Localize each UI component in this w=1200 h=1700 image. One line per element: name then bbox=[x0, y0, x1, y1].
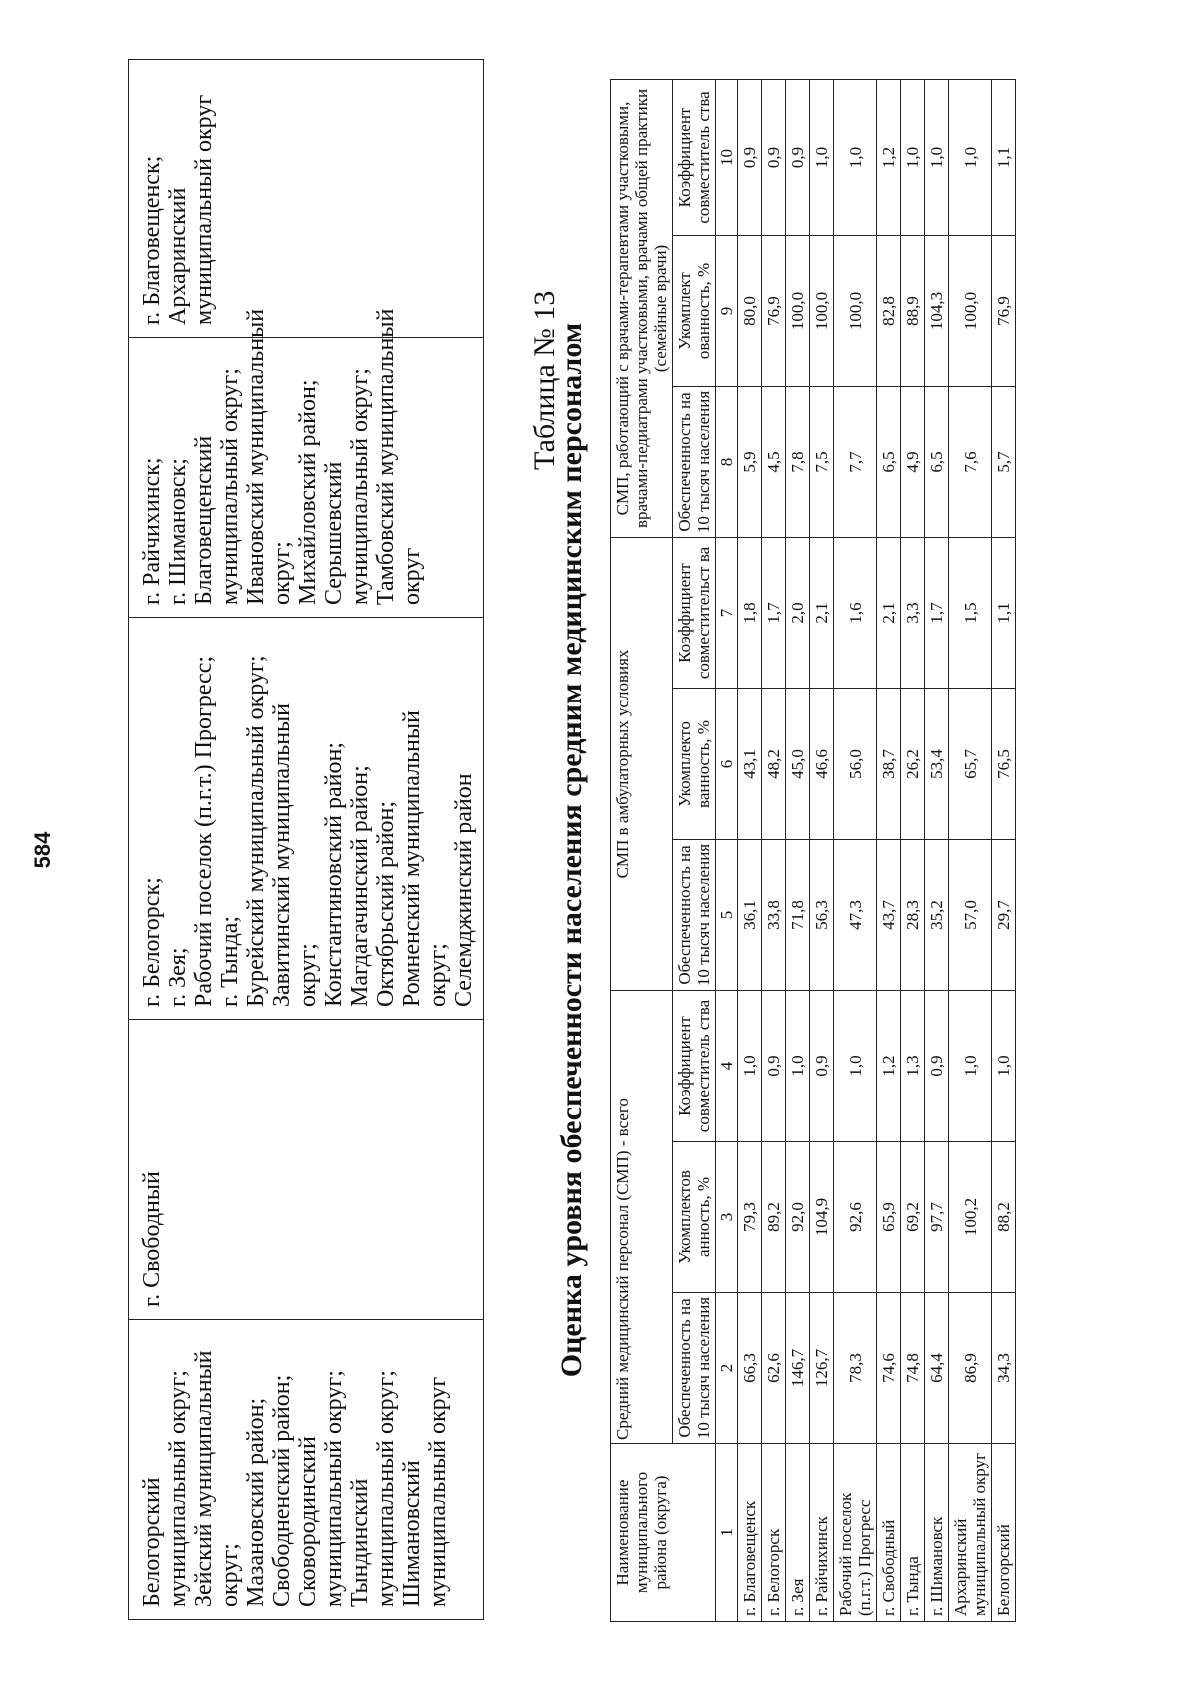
upper-table-line: Октябрьский район; bbox=[373, 800, 399, 1007]
row-name: Архаринский муниципальный округ bbox=[949, 1444, 992, 1622]
table-cell: 0,9 bbox=[738, 79, 762, 235]
subcolumn-header: Обеспеченность на 10 тысяч населения bbox=[673, 386, 716, 537]
upper-table-line: Тындинский bbox=[347, 1478, 373, 1607]
table-cell: 79,3 bbox=[738, 1142, 762, 1293]
table-cell: 7,7 bbox=[834, 386, 877, 537]
table-cell: 4,9 bbox=[901, 386, 925, 537]
upper-table-line: г. Райчихинск; bbox=[139, 457, 165, 605]
table-title: Оценка уровня обеспеченности населения средним медицинским персоналом bbox=[555, 322, 588, 1378]
row-name: г. Белогорск bbox=[762, 1444, 786, 1622]
group-header: СМП в амбулаторных условиях bbox=[611, 537, 673, 990]
table-cell: 38,7 bbox=[877, 689, 901, 840]
table-cell: 3,3 bbox=[901, 537, 925, 688]
upper-table bbox=[128, 59, 484, 1620]
subcolumn-header: Укомплект ованность, % bbox=[673, 235, 716, 386]
table-cell: 78,3 bbox=[834, 1293, 877, 1444]
upper-table-line: Свободненский район; bbox=[269, 1374, 295, 1607]
upper-table-line: округ; bbox=[295, 943, 321, 1007]
column-number: 6 bbox=[716, 689, 738, 840]
column-number: 9 bbox=[716, 235, 738, 386]
table-cell: 0,9 bbox=[925, 991, 949, 1142]
table-row bbox=[786, 79, 810, 1621]
table-cell: 82,8 bbox=[877, 235, 901, 386]
upper-table-line: муниципальный округ; bbox=[347, 368, 373, 605]
subcolumn-header: Обеспеченность на 10 тысяч населения bbox=[673, 1293, 716, 1444]
upper-table-line: муниципальный округ; bbox=[373, 1370, 399, 1607]
table-cell: 100,0 bbox=[810, 235, 834, 386]
upper-table-line: Сковородинский bbox=[295, 1436, 321, 1607]
table-row bbox=[925, 79, 949, 1621]
table-cell: 1,6 bbox=[834, 537, 877, 688]
column-number: 4 bbox=[716, 991, 738, 1142]
table-cell: 2,1 bbox=[877, 537, 901, 688]
upper-table-line: Шимановский bbox=[399, 1460, 425, 1607]
table-cell: 62,6 bbox=[762, 1293, 786, 1444]
table-cell: 100,0 bbox=[834, 235, 877, 386]
page-number: 584 bbox=[30, 831, 55, 869]
table-cell: 1,7 bbox=[925, 537, 949, 688]
subcolumn-header: Укомплекто ванность, % bbox=[673, 689, 716, 840]
table-cell: 1,0 bbox=[786, 991, 810, 1142]
table-cell: 76,9 bbox=[992, 235, 1016, 386]
table-cell: 80,0 bbox=[738, 235, 762, 386]
upper-table-cell bbox=[129, 308, 484, 618]
table-cell: 28,3 bbox=[901, 840, 925, 991]
table-row bbox=[901, 79, 925, 1621]
table-row bbox=[992, 79, 1016, 1621]
table-cell: 2,1 bbox=[810, 537, 834, 688]
table-cell: 65,7 bbox=[949, 689, 992, 840]
table-cell: 1,1 bbox=[992, 537, 1016, 688]
row-name: г. Благовещенск bbox=[738, 1444, 762, 1622]
main-table bbox=[610, 79, 1016, 1622]
table-cell: 43,7 bbox=[877, 840, 901, 991]
upper-table-line: округ; bbox=[425, 943, 451, 1007]
header-group-row bbox=[611, 79, 673, 1621]
upper-table-cell bbox=[129, 1320, 484, 1620]
table-cell: 1,2 bbox=[877, 79, 901, 235]
table-cell: 64,4 bbox=[925, 1293, 949, 1444]
table-cell: 76,5 bbox=[992, 689, 1016, 840]
upper-table-line: муниципальный округ; bbox=[321, 1370, 347, 1607]
table-cell: 48,2 bbox=[762, 689, 786, 840]
table-row bbox=[877, 79, 901, 1621]
table-cell: 56,0 bbox=[834, 689, 877, 840]
table-cell: 65,9 bbox=[877, 1142, 901, 1293]
table-cell: 66,3 bbox=[738, 1293, 762, 1444]
table-cell: 76,9 bbox=[762, 235, 786, 386]
upper-table-line: г. Тында; bbox=[217, 915, 243, 1007]
table-cell: 74,6 bbox=[877, 1293, 901, 1444]
table-cell: 53,4 bbox=[925, 689, 949, 840]
table-cell: 1,2 bbox=[877, 991, 901, 1142]
table-cell: 5,9 bbox=[738, 386, 762, 537]
row-name: г. Свободный bbox=[877, 1444, 901, 1622]
table-cell: 29,7 bbox=[992, 840, 1016, 991]
table-cell: 92,0 bbox=[786, 1142, 810, 1293]
table-cell: 88,9 bbox=[901, 235, 925, 386]
upper-table-line: Магдагачинский район; bbox=[347, 765, 373, 1007]
upper-table-row bbox=[129, 60, 484, 1620]
table-cell: 7,8 bbox=[786, 386, 810, 537]
upper-table-line: округ; bbox=[269, 541, 295, 605]
table-cell: 47,3 bbox=[834, 840, 877, 991]
column-number: 10 bbox=[716, 79, 738, 235]
table-cell: 1,5 bbox=[949, 537, 992, 688]
upper-table-cell bbox=[129, 1020, 484, 1320]
upper-table-line: Бурейский муниципальный округ; bbox=[243, 655, 269, 1007]
table-cell: 92,6 bbox=[834, 1142, 877, 1293]
row-name: г. Шимановск bbox=[925, 1444, 949, 1622]
upper-table-line: Серышевский bbox=[321, 461, 347, 605]
group-header: Средний медицинский персонал (СМП) - всего bbox=[611, 991, 673, 1444]
table-cell: 0,9 bbox=[762, 79, 786, 235]
upper-table-line: г. Шимановск; bbox=[165, 458, 191, 605]
upper-table-line: Константиновский район; bbox=[321, 742, 347, 1007]
table-cell: 36,1 bbox=[738, 840, 762, 991]
table-row bbox=[834, 79, 877, 1621]
table-cell: 86,9 bbox=[949, 1293, 992, 1444]
subcolumn-header: Коэффициент совместительст ва bbox=[673, 537, 716, 688]
table-cell: 0,9 bbox=[762, 991, 786, 1142]
table-cell: 74,8 bbox=[901, 1293, 925, 1444]
table-cell: 100,0 bbox=[786, 235, 810, 386]
table-cell: 1,0 bbox=[901, 79, 925, 235]
upper-table-line: Ивановский муниципальный bbox=[243, 308, 269, 605]
table-cell: 1,0 bbox=[834, 991, 877, 1142]
table-cell: 45,0 bbox=[786, 689, 810, 840]
table-cell: 57,0 bbox=[949, 840, 992, 991]
column-number: 2 bbox=[716, 1293, 738, 1444]
table-cell: 1,0 bbox=[810, 79, 834, 235]
upper-table-line: г. Свободный bbox=[139, 1171, 165, 1307]
table-cell: 56,3 bbox=[810, 840, 834, 991]
column-number: 1 bbox=[716, 1444, 738, 1622]
table-cell: 34,3 bbox=[992, 1293, 1016, 1444]
upper-table-cell bbox=[129, 60, 484, 338]
group-header: СМП, работающий с врачами-терапевтами участковыми, врачами-педиатрами участковыми, врачами общей практики (семейные врачи) bbox=[611, 79, 673, 537]
table-cell: 6,5 bbox=[925, 386, 949, 537]
table-cell: 46,6 bbox=[810, 689, 834, 840]
upper-table-line: округ bbox=[399, 547, 425, 605]
table-cell: 35,2 bbox=[925, 840, 949, 991]
upper-table-line: Благовещенский bbox=[191, 435, 217, 605]
table-cell: 104,9 bbox=[810, 1142, 834, 1293]
table-cell: 0,9 bbox=[786, 79, 810, 235]
table-row bbox=[949, 79, 992, 1621]
table-cell: 26,2 bbox=[901, 689, 925, 840]
table-cell: 43,1 bbox=[738, 689, 762, 840]
upper-table-line: муниципальный округ; bbox=[217, 368, 243, 605]
table-cell: 1,0 bbox=[738, 991, 762, 1142]
table-cell: 1,0 bbox=[949, 79, 992, 235]
table-cell: 4,5 bbox=[762, 386, 786, 537]
table-cell: 7,6 bbox=[949, 386, 992, 537]
column-number: 8 bbox=[716, 386, 738, 537]
table-cell: 1,8 bbox=[738, 537, 762, 688]
upper-table-line: Михайловский район; bbox=[295, 379, 321, 605]
upper-table-line: Зейский муниципальный bbox=[191, 1350, 217, 1607]
column-number: 3 bbox=[716, 1142, 738, 1293]
main-table-body bbox=[738, 79, 1016, 1621]
subcolumn-header: Обеспеченность на 10 тысяч населения bbox=[673, 840, 716, 991]
table-cell: 126,7 bbox=[810, 1293, 834, 1444]
table-cell: 1,0 bbox=[949, 991, 992, 1142]
table-cell: 2,0 bbox=[786, 537, 810, 688]
subcolumn-header: Коэффициент совместитель ства bbox=[673, 991, 716, 1142]
column-number: 7 bbox=[716, 537, 738, 688]
name-column-header: Наименование муниципального района (округа) bbox=[611, 1444, 716, 1622]
table-cell: 89,2 bbox=[762, 1142, 786, 1293]
upper-table-line: муниципальный округ; bbox=[165, 1370, 191, 1607]
table-cell: 7,5 bbox=[810, 386, 834, 537]
row-name: г. Тында bbox=[901, 1444, 925, 1622]
table-cell: 71,8 bbox=[786, 840, 810, 991]
column-number-row bbox=[716, 79, 738, 1621]
table-cell: 100,0 bbox=[949, 235, 992, 386]
upper-table-line: Тамбовский муниципальный bbox=[373, 308, 399, 605]
upper-table-line: г. Благовещенск; bbox=[139, 155, 165, 325]
row-name: Рабочий поселок (п.г.т.) Прогресс bbox=[834, 1444, 877, 1622]
table-cell: 100,2 bbox=[949, 1142, 992, 1293]
table-cell: 6,5 bbox=[877, 386, 901, 537]
table-cell: 1,0 bbox=[834, 79, 877, 235]
upper-table-line: Мазановский район; bbox=[243, 1397, 269, 1607]
table-cell: 1,0 bbox=[925, 79, 949, 235]
upper-table-line: г. Зея; bbox=[165, 947, 191, 1007]
table-caption: Таблица № 13 bbox=[528, 290, 561, 470]
subcolumn-header: Укомплектов анность, % bbox=[673, 1142, 716, 1293]
table-cell: 146,7 bbox=[786, 1293, 810, 1444]
upper-table-line: Селемджинский район bbox=[451, 773, 477, 1007]
table-cell: 1,1 bbox=[992, 79, 1016, 235]
table-cell: 1,3 bbox=[901, 991, 925, 1142]
table-row bbox=[738, 79, 762, 1621]
upper-table-line: г. Белогорск; bbox=[139, 877, 165, 1007]
table-cell: 33,8 bbox=[762, 840, 786, 991]
upper-table-line: муниципальный округ bbox=[191, 94, 217, 325]
header-subcolumn-row bbox=[673, 79, 716, 1621]
upper-table-line: Белогорский bbox=[139, 1477, 165, 1607]
upper-table-line: муниципальный округ bbox=[425, 1376, 451, 1607]
row-name: г. Райчихинск bbox=[810, 1444, 834, 1622]
upper-table-line: Архаринский bbox=[165, 187, 191, 325]
upper-table-cell bbox=[129, 618, 484, 1020]
row-name: Белогорский bbox=[992, 1444, 1016, 1622]
table-cell: 5,7 bbox=[992, 386, 1016, 537]
table-row bbox=[810, 79, 834, 1621]
table-cell: 97,7 bbox=[925, 1142, 949, 1293]
table-cell: 104,3 bbox=[925, 235, 949, 386]
row-name: г. Зея bbox=[786, 1444, 810, 1622]
table-cell: 88,2 bbox=[992, 1142, 1016, 1293]
upper-table-line: Завитинский муниципальный bbox=[269, 702, 295, 1007]
table-cell: 0,9 bbox=[810, 991, 834, 1142]
table-cell: 69,2 bbox=[901, 1142, 925, 1293]
upper-table-line: Ромненский муниципальный bbox=[399, 710, 425, 1007]
table-cell: 1,7 bbox=[762, 537, 786, 688]
table-row bbox=[762, 79, 786, 1621]
upper-table-line: Рабочий поселок (п.г.т.) Прогресс; bbox=[191, 655, 217, 1007]
column-number: 5 bbox=[716, 840, 738, 991]
table-cell: 1,0 bbox=[992, 991, 1016, 1142]
subcolumn-header: Коэффициент совместитель ства bbox=[673, 79, 716, 235]
upper-table-line: округ; bbox=[217, 1543, 243, 1607]
